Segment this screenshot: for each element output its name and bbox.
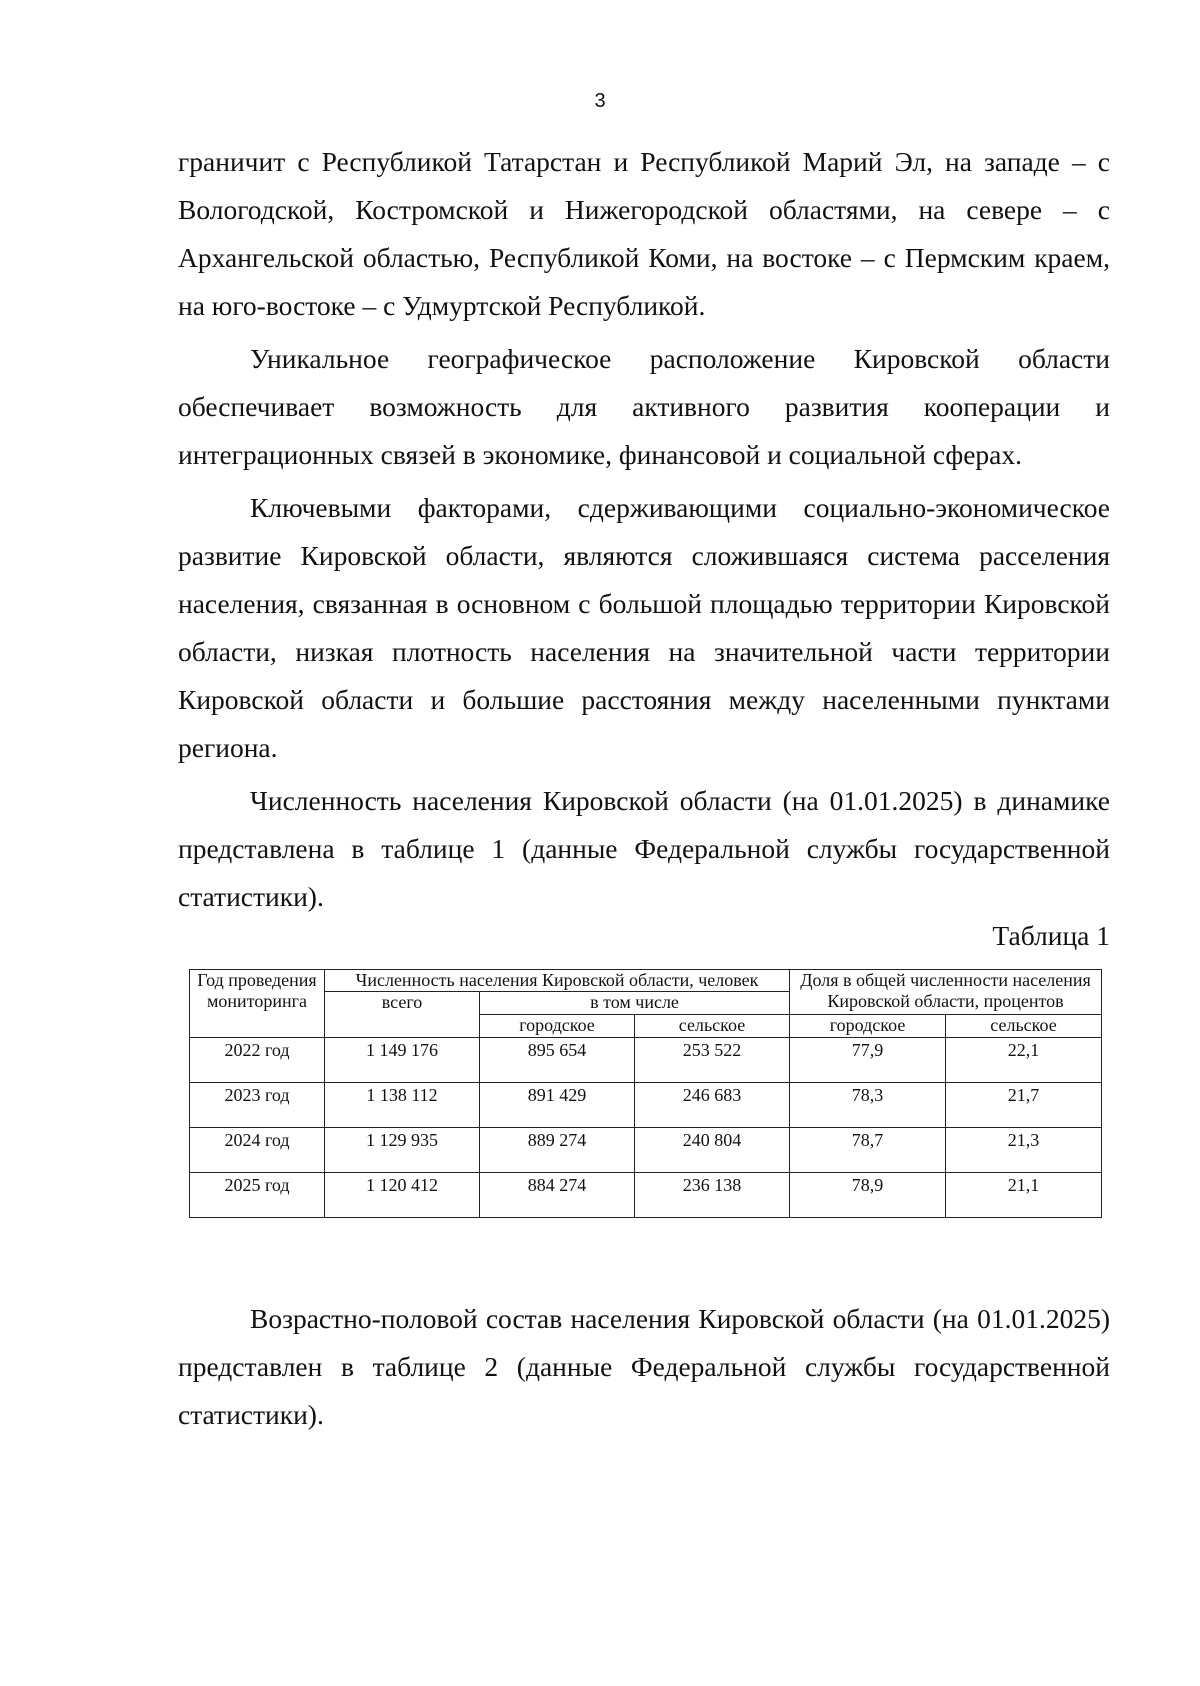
cell-year: 2023 год xyxy=(190,1083,325,1128)
cell-rural: 240 804 xyxy=(635,1128,790,1173)
cell-total: 1 120 412 xyxy=(325,1173,480,1218)
cell-share-urban: 78,7 xyxy=(790,1128,946,1173)
header-share-group: Доля в общей численности населения Кировской области, процентов xyxy=(790,970,1102,1015)
cell-year: 2022 год xyxy=(190,1038,325,1083)
header-rural: сельское xyxy=(635,1015,790,1038)
cell-urban: 895 654 xyxy=(480,1038,635,1083)
table-row xyxy=(190,1173,1102,1218)
body-text xyxy=(178,138,1110,921)
table-row xyxy=(190,1038,1102,1083)
table-row xyxy=(190,1128,1102,1173)
population-table xyxy=(189,969,1101,1218)
page-number: 3 xyxy=(594,90,606,112)
header-including: в том числе xyxy=(480,992,790,1015)
closing-text xyxy=(178,1295,1110,1439)
paragraph-geography: Уникальное географическое расположение Кировской области обеспечивает возможность для активного развития кооперации и интеграционных связей в экономике, финансовой и социальной сферах. xyxy=(178,343,1110,470)
cell-share-rural: 21,1 xyxy=(946,1173,1102,1218)
header-share-rural: сельское xyxy=(946,1015,1102,1038)
cell-share-urban: 77,9 xyxy=(790,1038,946,1083)
cell-urban: 884 274 xyxy=(480,1173,635,1218)
cell-rural: 246 683 xyxy=(635,1083,790,1128)
cell-total: 1 149 176 xyxy=(325,1038,480,1083)
paragraph-population-intro: Численность населения Кировской области (на 01.01.2025) в динамике представлена в таблице 1 (данные Федеральной службы государственной статистики). xyxy=(178,785,1110,912)
cell-year: 2024 год xyxy=(190,1128,325,1173)
cell-rural: 236 138 xyxy=(635,1173,790,1218)
cell-share-rural: 21,3 xyxy=(946,1128,1102,1173)
paragraph-borders: граничит с Республикой Татарстан и Республикой Марий Эл, на западе – с Вологодской, Костромской и Нижегородской областями, на севере – с Архангельской областью, Республикой Коми, на востоке – с Пермским краем, на юго-востоке – с Удмуртской Республикой. xyxy=(178,146,1110,321)
cell-total: 1 129 935 xyxy=(325,1128,480,1173)
cell-rural: 253 522 xyxy=(635,1038,790,1083)
header-share-urban: городское xyxy=(790,1015,946,1038)
paragraph-age-sex-intro: Возрастно-половой состав населения Кировской области (на 01.01.2025) представлен в таблице 2 (данные Федеральной службы государственной статистики). xyxy=(178,1303,1110,1430)
cell-urban: 889 274 xyxy=(480,1128,635,1173)
cell-share-urban: 78,3 xyxy=(790,1083,946,1128)
cell-share-rural: 22,1 xyxy=(946,1038,1102,1083)
header-total: всего xyxy=(325,992,480,1038)
header-population-group: Численность населения Кировской области, человек xyxy=(325,970,790,992)
header-year: Год проведения мониторинга xyxy=(190,970,325,1038)
cell-share-urban: 78,9 xyxy=(790,1173,946,1218)
cell-total: 1 138 112 xyxy=(325,1083,480,1128)
cell-share-rural: 21,7 xyxy=(946,1083,1102,1128)
header-urban: городское xyxy=(480,1015,635,1038)
cell-urban: 891 429 xyxy=(480,1083,635,1128)
table-row xyxy=(190,1083,1102,1128)
paragraph-key-factors: Ключевыми факторами, сдерживающими социально-экономическое развитие Кировской области, являются сложившаяся система расселения населения, связанная в основном с большой площадью территории Кировской области, низкая плотность населения на значительной части территории Кировской области и большие расстояния между населенными пунктами региона. xyxy=(178,492,1110,763)
table-caption: Таблица 1 xyxy=(992,920,1110,951)
cell-year: 2025 год xyxy=(190,1173,325,1218)
